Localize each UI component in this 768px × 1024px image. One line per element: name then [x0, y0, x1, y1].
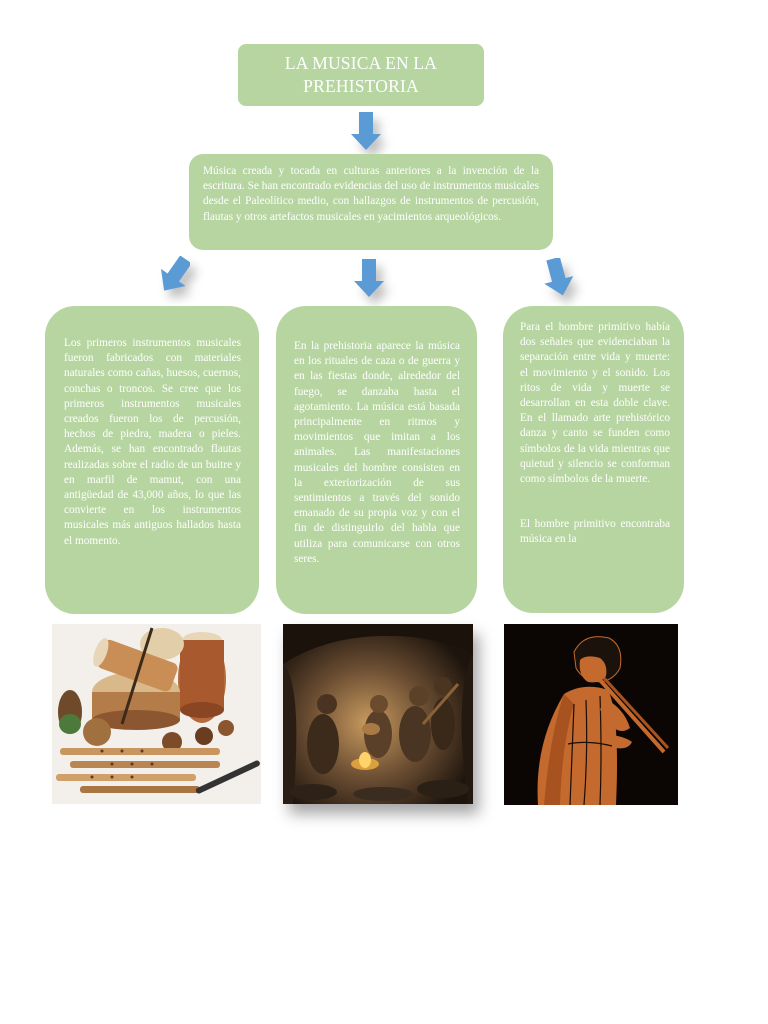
life-death-text: Para el hombre primitivo había dos señales que evidenciaban la separación entre vida y muerte: el movimiento y el sonido. Los ritos de vida y muerte se desarrollan en esta doble clave. En el llamado arte prehistórico danza y canto se funden como símbolos de la vida mientras que quietud y silencio se conforman como símbolos de la muerte. [520, 321, 670, 486]
flute-player-image [504, 624, 678, 805]
arrow-down-icon [354, 259, 384, 297]
rituals-text: En la prehistoria aparece la música en los rituales de caza o de guerra y en las fiestas donde, alrededor del fuego, se danzaba hasta el agotamiento. La música está basada principalmente en ritmos y movimientos que imitan a los animales. Las manifestaciones musicales del hombre consisten en la exteriorización de sus sentimientos a través del sonido emanado de su propia voz y con el fin de distinguirlo del habla que utiliza para comunicarse con otros seres. [294, 340, 460, 565]
arrow-down-icon [351, 112, 381, 150]
arrow-down-right-icon [543, 258, 573, 296]
instruments-box [45, 306, 259, 614]
rituals-box [276, 306, 477, 614]
cave-musicians-image [283, 624, 473, 804]
instruments-text: Los primeros instrumentos musicales fueron fabricados con materiales naturales como cañas, huesos, cuernos, conchas o troncos. Se cree que los primeros instrumentos musicales creados fueron los de percusión, hechos de piedra, madera o pieles. Además, se han encontrado flautas realizadas sobre el radio de un buitre y en marfil de mamut, con una antigüedad de 43,000 años, lo que las convierte en los instrumentos musicales más antiguos hallados hasta el momento. [64, 337, 241, 547]
nature-music-text: El hombre primitivo encontraba música en la [520, 518, 670, 546]
intro-box [189, 154, 553, 250]
intro-text: Música creada y tocada en culturas anteriores a la invención de la escritura. Se han encontrado evidencias del uso de instrumentos musicales desde el Paleolítico medio, con hallazgos de instrumentos de percusión, flautas y otros artefactos musicales en yacimientos arqueológicos. [203, 165, 539, 223]
instruments-image [52, 624, 261, 804]
arrow-down-left-icon [160, 256, 190, 294]
title-box [238, 44, 484, 106]
page-title: LA MUSICA EN LA PREHISTORIA [284, 53, 438, 96]
life-death-box [503, 306, 684, 613]
